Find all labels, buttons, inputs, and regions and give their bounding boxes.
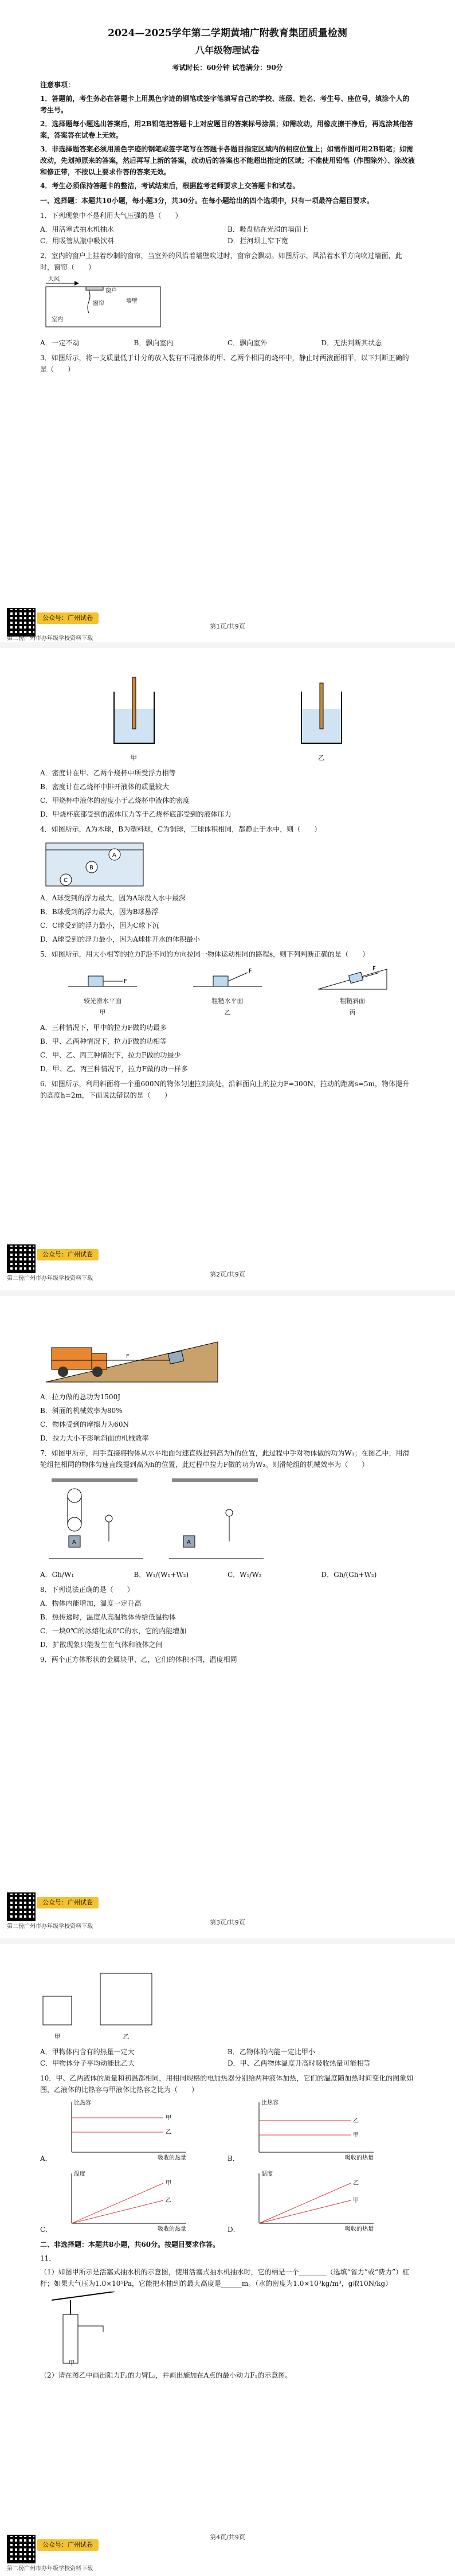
q10-graph-b [242, 2098, 385, 2161]
q3-option-d[interactable]: D．甲烧杯底部受到的液体压力等于乙烧杯底部受到的液体压力 [40, 810, 232, 818]
q10-graph-d [242, 2169, 385, 2232]
q4-option-a[interactable]: A．A球受到的浮力最大，因为A球没入水中最深 [40, 894, 186, 902]
q7-pulley-figure [40, 1473, 269, 1564]
q3-figure [40, 674, 415, 764]
svg-text:乙: 乙 [165, 2129, 171, 2136]
svg-text:A: A [112, 852, 116, 858]
q2-option-a[interactable]: A．一定不动 [40, 339, 80, 347]
svg-text:乙: 乙 [166, 2198, 172, 2204]
q3-option-a[interactable]: A．密度计在甲、乙两个烧杯中所受浮力相等 [40, 769, 176, 777]
q11-fig-label: 甲 [69, 2360, 74, 2366]
q6-stem: 6．如图所示，利用斜面将一个重600N的物体匀速拉到高处，沿斜面向上的拉力F=300N，拉动的距离s=5m，物体提升的高度h=2m，下面说法错误的是（ ） [40, 1080, 410, 1099]
q9-option-c[interactable]: C．甲物体分子平均动能比乙大 [40, 2059, 135, 2067]
q7-option-b[interactable]: B．W₁/(W₁+W₂) [134, 1571, 189, 1579]
q3-option-b[interactable]: B．密度计在乙烧杯中排开液体的质量较大 [40, 783, 169, 791]
q8-option-c[interactable]: C．一块0℃的冰熔化成0℃的水，它的内能增加 [40, 1627, 187, 1635]
svg-text:温度: 温度 [74, 2171, 86, 2177]
q3-label-a: 甲 [131, 754, 137, 762]
q9-label-b: 乙 [123, 2033, 130, 2040]
svg-text:B: B [89, 865, 93, 871]
q9-option-d[interactable]: D．甲、乙两物体温度升高时吸收热量可能相等 [227, 2059, 371, 2067]
q1-option-d[interactable]: D．拦河坝上窄下宽 [227, 237, 288, 245]
q5-figure [40, 963, 415, 1018]
q6-option-b[interactable]: B．斜面的机械效率为80% [40, 1407, 123, 1415]
q7-stem: 7．如图甲所示，用手直接将物体从水平地面匀速直线提到高为h的位置，此过程中手对物体做的功为W₁；在图乙中，用滑轮组把相同的物体匀速直线提到高为h的位置，此过程中拉力F做的功为W₂。则滑轮组的机械效率为（ ） [40, 1449, 410, 1469]
q1-options [40, 224, 415, 247]
source-line: 第二份广州市办年级学校资料下载 [7, 635, 93, 642]
notice-heading: 注意事项： [40, 81, 75, 89]
q4-balls-figure [40, 837, 155, 889]
brand-badge: 公众号：广州试卷 [37, 1897, 99, 1908]
q10-graphs [40, 2098, 415, 2235]
svg-text:甲: 甲 [165, 2115, 171, 2121]
source-line: 第二份广州市办年级学校资料下载 [7, 2566, 93, 2572]
brand-badge: 公众号：广州试卷 [37, 2539, 99, 2551]
q5-label-b: 乙 [224, 1009, 231, 1016]
q5-surface-b [190, 963, 265, 992]
svg-text:乙: 乙 [352, 2118, 359, 2124]
exam-meta: 考试时长：60分钟 试卷满分：90分 [172, 64, 283, 72]
q10-option-b[interactable]: B． [227, 2155, 240, 2163]
q8-option-a[interactable]: A．物体内能增加，温度一定升高 [40, 1599, 142, 1607]
notice-item: 2．选择题每小题选出答案后，用2B铅笔把答题卡上对应题目的答案标号涂黑；如需改动，用橡皮擦干净后，再选涂其他答案，答案答在试卷上无效。 [40, 120, 413, 139]
svg-text:A: A [187, 1539, 191, 1545]
q2-option-b[interactable]: B．飘向室内 [134, 339, 174, 347]
q2-curtain-label: 窗帘 [93, 300, 104, 307]
svg-text:A: A [72, 1539, 76, 1545]
q11-part-1: （1）如图甲所示是活塞式抽水机的示意图，使用活塞式抽水机抽水时，它的柄是一个________（选填“省力”或“费力”）杠杆；如果大气压为1.0×10⁵Pa，它能把水抽到的最大高度是______m。（水的密度为1.0×10³kg/m³，g取10N/kg） [40, 2268, 410, 2288]
q5-stem: 5．如图所示，用大小相等的拉力F沿不同的方向拉同一物体运动相同的路程s，则下列判断正确的是（ ） [40, 950, 370, 958]
source-line: 第二份广州市办年级学校资料下载 [7, 1923, 93, 1930]
section-2-heading: 二、非选择题：本题共8小题，共60分。按题目要求作答。 [40, 2241, 220, 2249]
notice-item: 1．答题前，考生务必在答题卡上用黑色字迹的钢笔或签字笔填写自己的学校、班级、姓名、考生号、座位号，填涂个人的考生号。 [40, 95, 410, 114]
svg-text:吸收的热量: 吸收的热量 [158, 2226, 187, 2232]
q3-beaker-a [108, 674, 160, 749]
q7-options [40, 1569, 415, 1580]
q11-stem: 11． [40, 2254, 56, 2262]
q5-option-b[interactable]: B．甲、乙两种情况下，拉力F做的功相等 [40, 1037, 167, 1045]
svg-text:乙: 乙 [353, 2180, 359, 2187]
q9-stem: 9．两个正方体形状的金属块甲、乙，它们的体积不同，温度相同 [40, 1656, 237, 1664]
svg-text:F: F [249, 968, 252, 974]
q7-option-c[interactable]: C．W₁/W₂ [227, 1571, 262, 1579]
q7-option-a[interactable]: A．Gh/W₁ [40, 1571, 74, 1579]
q5-option-c[interactable]: C．甲、乙、丙三种情况下，拉力F做的功最少 [40, 1051, 181, 1059]
q5-label-a: 甲 [99, 1009, 106, 1016]
q4-option-b[interactable]: B．B球受到的浮力最大，因为B球悬浮 [40, 908, 159, 916]
q2-option-d[interactable]: D．无法判断其状态 [321, 339, 382, 347]
q5-caption-b: 粗糙水平面 [211, 997, 244, 1005]
page-number: 第1页/共9页 [210, 623, 245, 630]
q8-stem: 8．下列说法正确的是（ ） [40, 1586, 134, 1594]
q2-window-figure [40, 275, 166, 333]
q3-beaker-b [296, 674, 347, 749]
q3-stem: 3．如图所示，将一支质量低于计分的放入装有不同液体的甲、乙两个相同的烧杯中，静止时两液面相平，以下判断正确的是（ ） [40, 354, 409, 373]
exam-title: 2024—2025学年第二学期黄埔广附教育集团质量检测 [108, 28, 347, 39]
page-2 [0, 648, 455, 1290]
q9-figure [40, 1970, 415, 2043]
q9-label-a: 甲 [54, 2033, 61, 2040]
q8-option-b[interactable]: B．热传递时，温度从高温物体传给低温物体 [40, 1613, 176, 1621]
q10-graph-c [54, 2169, 198, 2232]
page-number: 第4页/共9页 [210, 2534, 245, 2541]
q7-option-d[interactable]: D．Gh/(Gh+W₂) [321, 1571, 377, 1579]
svg-text:甲: 甲 [353, 2198, 359, 2204]
q10-graph-a [54, 2098, 198, 2161]
q2-option-c[interactable]: C．飘向室外 [227, 339, 268, 347]
q9-cube-a [40, 1993, 74, 2028]
q8-option-d[interactable]: D．扩散现象只能发生在气体和液体之间 [40, 1641, 163, 1649]
source-line: 第二份广州市办年级学校资料下载 [7, 1275, 93, 1282]
q6-option-d[interactable]: D．拉力大小不影响斜面的机械效率 [40, 1434, 149, 1442]
qr-code-icon [7, 2535, 36, 2563]
q4-option-c[interactable]: C．C球受到的浮力最小，因为C球下沉 [40, 922, 159, 930]
svg-text:吸收的热量: 吸收的热量 [157, 2155, 186, 2161]
qr-code-icon [7, 608, 36, 637]
exam-subtitle: 八年级物理试卷 [195, 45, 260, 56]
q10-stem: 10．甲、乙两液体的质量和初温都相同，用相同规格的电加热器分别给两种液体加热，它们的温度随加热时间变化的图象如图，乙液体的比热容与甲液体比热容之比为（ ） [40, 2074, 414, 2094]
q9-options [40, 2046, 415, 2069]
svg-text:温度: 温度 [261, 2171, 273, 2177]
q1-stem: 1．下列现象中不是利用大气压强的是（ ） [40, 212, 182, 220]
q2-stem: 2．室内的窗户上挂着纱制的窗帘，当室外的风沿着墙壁吹过时，窗帘会飘动。如图所示，风沿着水平方向吹过墙面，此时，窗帘（ ） [40, 252, 402, 271]
page-3 [0, 1296, 455, 1938]
q5-surface-c [315, 963, 390, 992]
q6-truck-figure [40, 1319, 223, 1388]
q3-label-b: 乙 [318, 754, 324, 762]
q4-stem: 4．如图所示，A为木球，B为塑料球，C为铜球，三球体积相同，都静止于水中，则（ ） [40, 825, 321, 833]
q10-option-d[interactable]: D． [227, 2226, 240, 2234]
q5-caption-c: 粗糙斜面 [340, 997, 365, 1005]
q2-window-label: 窗户 [105, 288, 117, 294]
q2-room-label: 室内 [52, 317, 63, 323]
q11-pump-figure [40, 2292, 120, 2366]
page-number: 第2页/共9页 [210, 1271, 245, 1278]
q2-options [40, 337, 415, 349]
q1-option-b[interactable]: B．吸盘贴在光滑的墙面上 [227, 225, 308, 233]
svg-text:C: C [64, 877, 68, 884]
q6-option-c[interactable]: C．物体受到的摩擦力为60N [40, 1420, 129, 1428]
notice-item: 4．考生必须保持答题卡的整洁，考试结束后，根据监考老师要求上交答题卡和试卷。 [40, 182, 300, 190]
q5-option-a[interactable]: A．三种情况下，甲中的拉力F做的功最多 [40, 1024, 167, 1032]
qr-code-icon [7, 1244, 36, 1273]
q6-option-a[interactable]: A．拉力做的总功为1500J [40, 1393, 121, 1401]
q2-wind-label: 大风 [48, 276, 60, 283]
svg-text:吸收的热量: 吸收的热量 [345, 2226, 374, 2232]
page-1 [0, 0, 455, 642]
q3-option-c[interactable]: C．甲烧杯中液体的密度小于乙烧杯中液体的密度 [40, 797, 190, 805]
svg-text:F: F [372, 966, 376, 972]
brand-badge: 公众号：广州试卷 [37, 1249, 99, 1260]
section-1-heading: 一、选择题：本题共10小题，每小题3分，共30分。在每小题给出的四个选项中，只有一项最符合题目要求。 [40, 197, 374, 205]
page-4 [0, 1944, 455, 2576]
q5-surface-a [65, 963, 140, 992]
qr-code-icon [7, 1892, 36, 1921]
q4-option-d[interactable]: D．A球受到的浮力最小，因为A球排开水的体积最小 [40, 935, 200, 943]
svg-text:甲: 甲 [166, 2180, 172, 2187]
svg-text:吸收的热量: 吸收的热量 [344, 2155, 374, 2161]
q10-option-a[interactable]: A． [40, 2155, 52, 2163]
svg-text:F: F [124, 978, 127, 985]
q11-part-2: （2）请在图乙中画出阻力F₂的力臂L₂，并画出施加在A点的最小动力F₁的示意图。 [40, 2371, 292, 2379]
q10-option-c[interactable]: C． [40, 2226, 53, 2234]
svg-text:F: F [126, 1353, 130, 1360]
q9-option-a[interactable]: A．甲物体内含有的热量一定大 [40, 2048, 135, 2056]
q5-label-c: 丙 [349, 1009, 356, 1016]
q1-option-a[interactable]: A．用活塞式抽水机抽水 [40, 225, 114, 233]
svg-text:比热容: 比热容 [73, 2100, 91, 2106]
svg-text:比热容: 比热容 [261, 2100, 279, 2106]
page-number: 第3页/共9页 [210, 1919, 245, 1926]
q2-wall-label: 墙壁 [126, 298, 138, 305]
q1-option-c[interactable]: C．用吸管从瓶中吸饮料 [40, 237, 115, 245]
q9-cube-b [97, 1970, 155, 2028]
notice-item: 3．非选择题答案必须用黑色字迹的钢笔或签字笔写在答题卡各题目指定区域内的相应位置上；如需作图可用2B铅笔；如需改动，先划掉原来的答案，然后再写上新的答案，改动后的答案也不能超出指定的区域；不准使用铅笔（作图除外）、涂改液和修正带，不按以上要求作答的答案无效。 [40, 145, 415, 176]
svg-text:甲: 甲 [352, 2132, 359, 2138]
brand-badge: 公众号：广州试卷 [37, 612, 99, 624]
q5-option-d[interactable]: D．甲、乙、丙三种情况下，拉力F做的功一样多 [40, 1065, 188, 1073]
q5-caption-a: 较光滑水平面 [84, 997, 121, 1005]
q9-option-b[interactable]: B．乙物体的内能一定比甲小 [227, 2048, 315, 2056]
